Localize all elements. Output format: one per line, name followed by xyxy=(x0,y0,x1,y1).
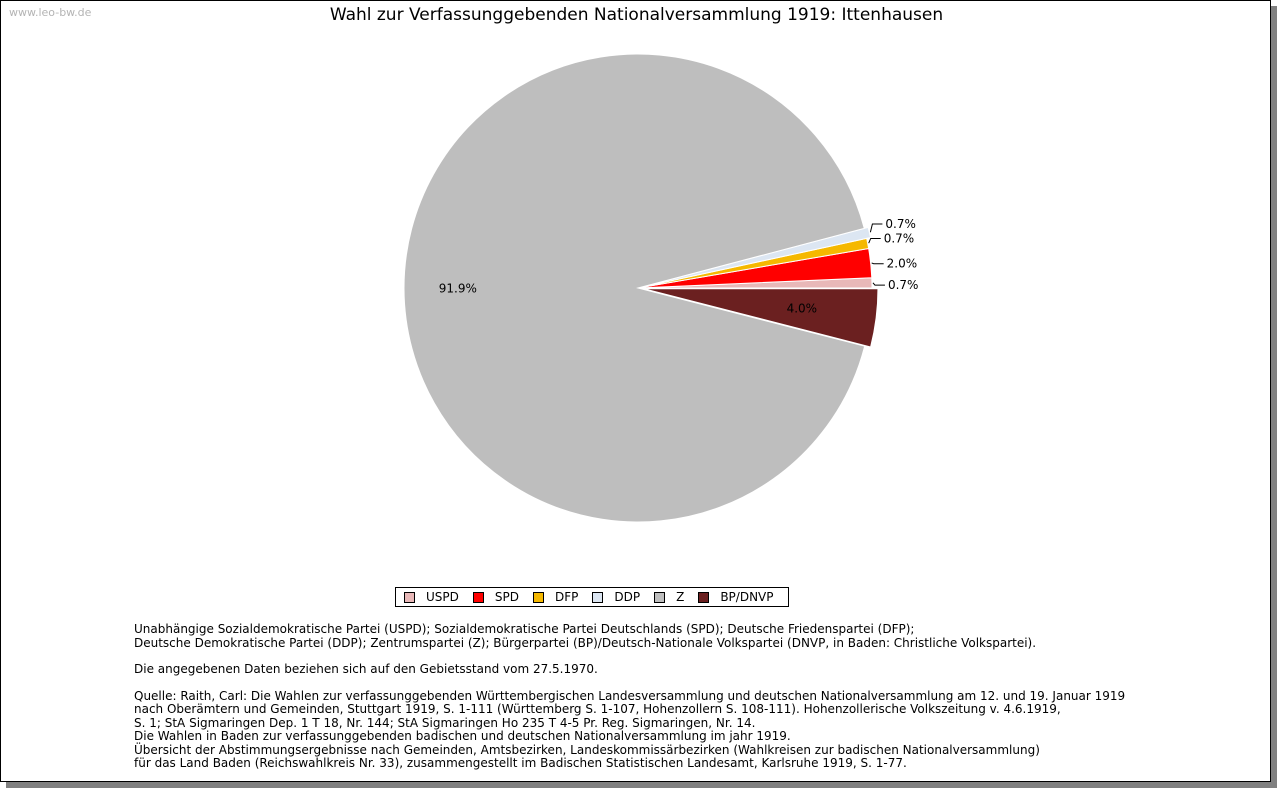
legend-item-uspd xyxy=(404,590,459,604)
slice-label-z: 91.9% xyxy=(438,281,477,296)
legend-label: BP/DNVP xyxy=(720,590,774,604)
slice-label-dfp: 0.7% xyxy=(883,231,915,246)
legend-swatch xyxy=(654,592,665,603)
legend-item-dfp xyxy=(533,590,578,604)
notes-source-line-5: Übersicht der Abstimmungsergebnisse nach Gemeinden, Amtsbezirken, Landeskommissärbezirken (Wahlkreisen zur badischen Nationalversammlung) xyxy=(134,742,1040,757)
legend-swatch xyxy=(473,592,484,603)
leader-line xyxy=(873,283,885,285)
legend-label: DFP xyxy=(554,590,579,604)
notes-parties-line-1: Unabhängige Sozialdemokratische Partei (USPD); Sozialdemokratische Partei Deutschlands (SPD); Deutsche Friedenspartei (DFP); xyxy=(134,622,915,636)
legend-label: DDP xyxy=(614,590,641,604)
legend-swatch xyxy=(404,592,415,603)
legend-item-spd xyxy=(473,590,519,604)
notes-source-line-3: S. 1; StA Sigmaringen Dep. 1 T 18, Nr. 144; StA Sigmaringen Ho 235 T 4-5 Pr. Reg. Sigmaringen, Nr. 14. xyxy=(134,715,756,730)
legend xyxy=(395,587,789,607)
slice-label-spd: 2.0% xyxy=(886,256,918,271)
notes xyxy=(134,623,1125,771)
slice-label-bp-dnvp: 4.0% xyxy=(786,301,818,316)
notes-parties-line-2: Deutsche Demokratische Partei (DDP); Zentrumspartei (Z); Bürgerpartei (BP)/Deutsch-Nationale Volkspartei (DNVP, in Baden: Christliche Volkspartei). xyxy=(134,635,1037,650)
legend-item-z xyxy=(654,590,684,604)
leader-line xyxy=(870,224,882,232)
leader-line xyxy=(869,238,881,243)
legend-label: USPD xyxy=(426,590,459,604)
watermark: www.leo-bw.de xyxy=(9,6,92,19)
notes-territory: Die angegebenen Daten beziehen sich auf den Gebietsstand vom 27.5.1970. xyxy=(134,662,598,676)
legend-label: SPD xyxy=(494,590,519,604)
leader-line xyxy=(872,263,884,264)
legend-swatch xyxy=(533,592,544,603)
pie-chart xyxy=(1,1,1272,561)
legend-item-bp-dnvp xyxy=(698,590,773,604)
notes-source-line-2: nach Oberämtern und Gemeinden, Stuttgart 1919, S. 1-111 (Württemberg S. 1-107, Hohenzollern S. 108-111). Hohenzollerische Volkszeitung v. 4.6.1919, xyxy=(134,702,1061,716)
legend-swatch xyxy=(592,592,603,603)
notes-source-line-1: Quelle: Raith, Carl: Die Wahlen zur verfassunggebenden Württembergischen Landesversammlung und deutschen Nationalversammlung am 12. und 19. Januar 1919 xyxy=(134,688,1126,703)
chart-title: Wahl zur Verfassunggebenden Nationalversammlung 1919: Ittenhausen xyxy=(329,5,944,25)
legend-item-ddp xyxy=(592,590,640,604)
notes-source-line-4: Die Wahlen in Baden zur verfassunggebenden badischen und deutschen Nationalversammlung im jahr 1919. xyxy=(134,729,791,743)
notes-source-line-6: für das Land Baden (Reichswahlkreis Nr. 33), zusammengestellt im Badischen Statistischen Landesamt, Karlsruhe 1919, S. 1-77. xyxy=(134,756,907,770)
slice-label-uspd: 0.7% xyxy=(887,278,919,293)
slice-label-ddp: 0.7% xyxy=(885,216,916,231)
legend-label: Z xyxy=(676,590,685,604)
legend-swatch xyxy=(698,592,709,603)
